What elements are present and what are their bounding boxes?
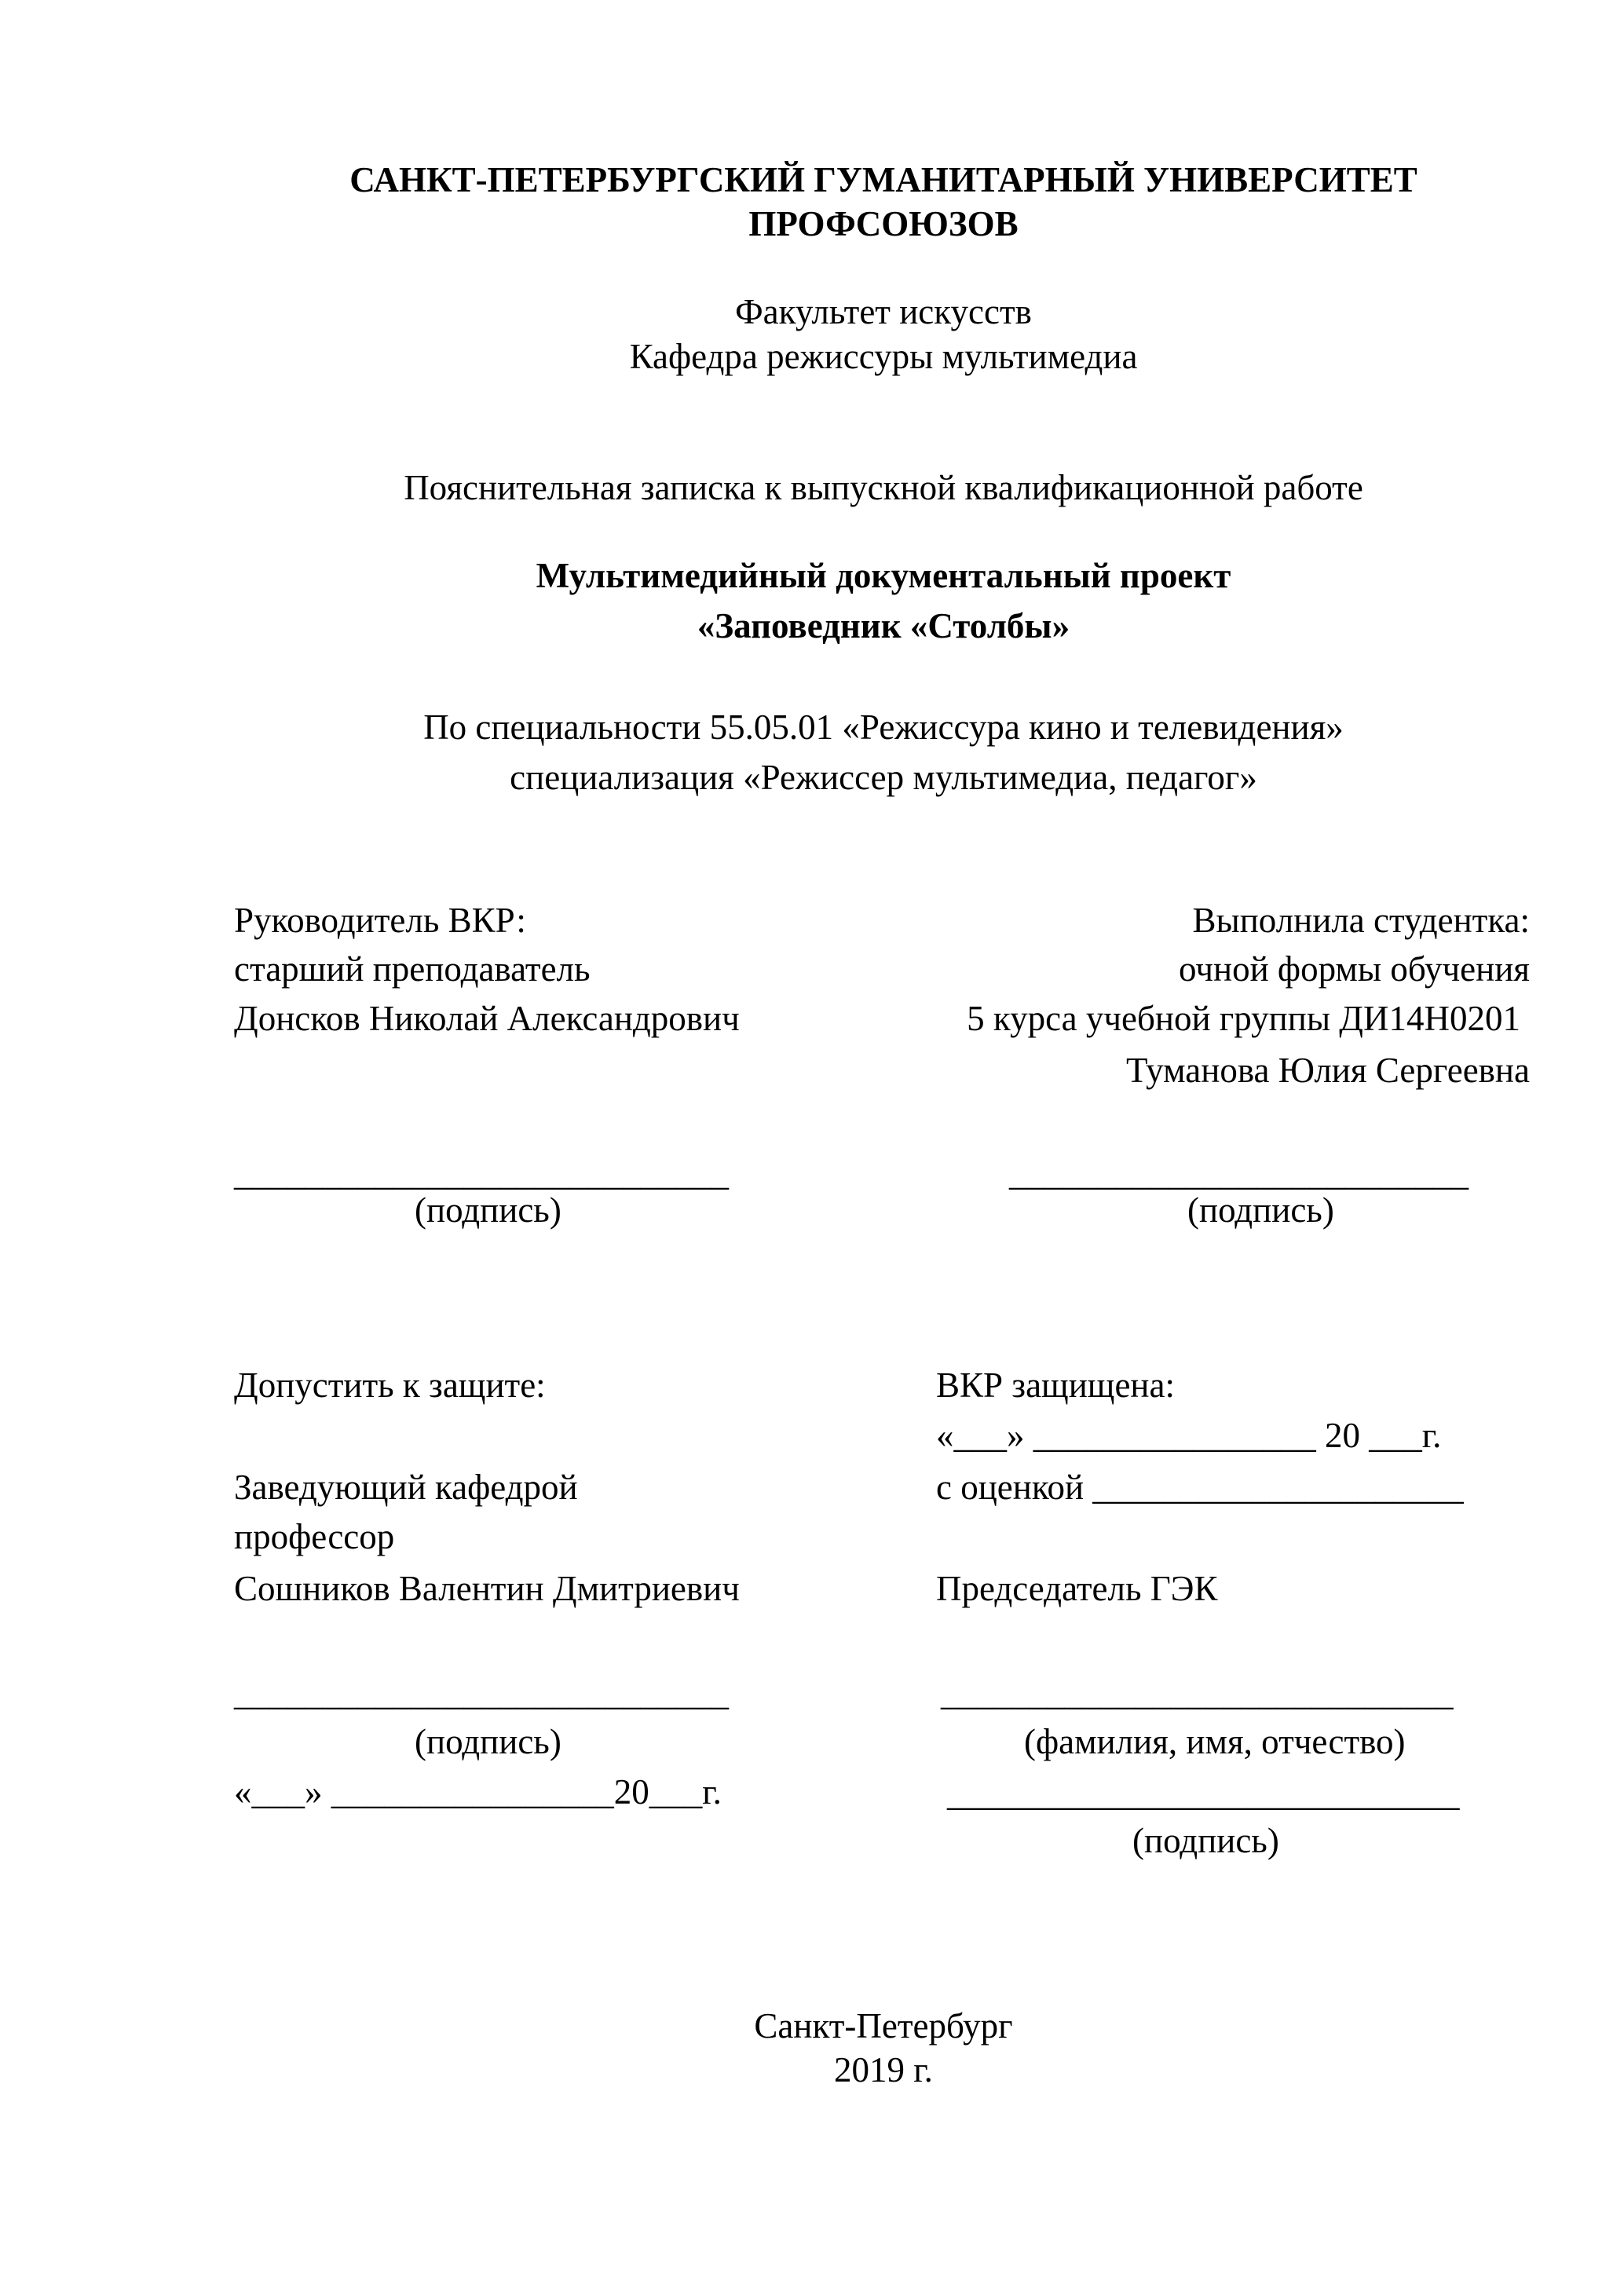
admission-signature-line: ____________________________ [234,1673,729,1713]
work-type: Пояснительная записка к выпускной квалификационной работе [404,468,1363,507]
gek-chair-label: Председатель ГЭК [936,1569,1218,1608]
admission-signature-caption: (подпись) [415,1722,561,1761]
student-group: 5 курса учебной группы ДИ14Н0201 [967,999,1520,1038]
admission-title: профессор [234,1517,395,1556]
student-form: очной формы обучения [1179,949,1530,989]
supervisor-label: Руководитель ВКР: [234,901,526,940]
faculty: Факультет искусств [735,292,1032,331]
specialization: специализация «Режиссер мультимедиа, педагог» [510,758,1257,797]
student-signature-line: __________________________ [1009,1153,1469,1193]
supervisor-name: Донсков Николай Александрович [234,999,740,1038]
supervisor-signature-caption: (подпись) [415,1190,561,1230]
year: 2019 г. [834,2050,933,2089]
admission-name: Сошников Валентин Дмитриевич [234,1569,740,1608]
work-title-line1: Мультимедийный документальный проект [536,556,1231,595]
gek-name-line: _____________________________ [941,1673,1454,1713]
defense-date-line: «___» ________________ 20 ___г. [936,1416,1442,1455]
student-label: Выполнила студентка: [1192,901,1530,940]
student-name: Туманова Юлия Сергеевна [1125,1051,1530,1090]
defense-label: ВКР защищена: [936,1366,1175,1405]
work-title-line2: «Заповедник «Столбы» [697,606,1070,645]
defense-grade-line: с оценкой _____________________ [936,1468,1464,1507]
supervisor-signature-line: ____________________________ [234,1153,729,1193]
specialty: По специальности 55.05.01 «Режиссура кино и телевидения» [423,707,1344,747]
city: Санкт-Петербург [754,2006,1013,2046]
gek-signature-line: _____________________________ [947,1774,1460,1813]
admission-date-line: «___» ________________20___г. [234,1772,722,1812]
university-name-line2: ПРОФСОЮЗОВ [748,204,1019,243]
gek-signature-caption: (подпись) [1132,1821,1279,1860]
admission-position: Заведующий кафедрой [234,1468,578,1507]
gek-name-caption: (фамилия, имя, отчество) [1024,1722,1406,1761]
student-signature-caption: (подпись) [1187,1190,1334,1230]
department: Кафедра режиссуры мультимедиа [629,337,1138,376]
admission-label: Допустить к защите: [234,1366,546,1405]
supervisor-position: старший преподаватель [234,949,591,989]
university-name-line1: САНКТ-ПЕТЕРБУРГСКИЙ ГУМАНИТАРНЫЙ УНИВЕРСИТЕТ [349,160,1417,199]
